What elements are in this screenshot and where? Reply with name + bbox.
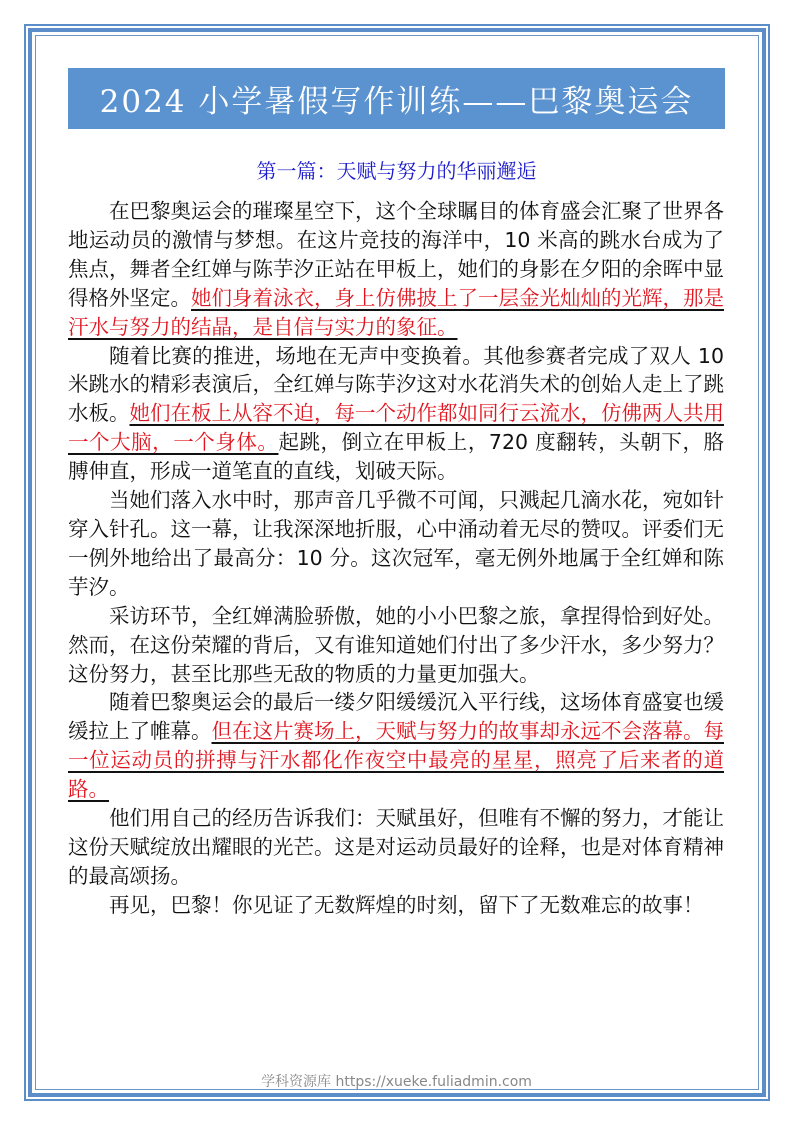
page-title-banner xyxy=(68,68,725,129)
text-segment: 采访环节，全红婵满脸骄傲，她的小小巴黎之旅，拿捏得恰到好处。然而，在这份荣耀的背后，又有谁知道她们付出了多少汗水，多少努力？这份努力，甚至比那些无敌的物质的力量更加强大。 xyxy=(68,603,724,686)
text-segment: 随着比赛的推进，场地在无声中变换着。其他参赛者完成了双人 10 米跳水的精彩表演后，全红婵与陈芋汐这对水花消失术的创始人走上了跳水板。 xyxy=(68,343,724,426)
paragraph-5 xyxy=(68,688,724,804)
footer-watermark: 学科资源库 https://xueke.fuliadmin.com xyxy=(261,1074,532,1090)
paragraph-1 xyxy=(68,197,724,342)
paragraph-2 xyxy=(68,342,724,487)
text-segment: 在巴黎奥运会的璀璨星空下，这个全球瞩目的体育盛会汇聚了世界各地运动员的激情与梦想。在这片竞技的海洋中，10 米高的跳水台成为了焦点，舞者全红婵与陈芋汐正站在甲板上，她们的身影在夕阳的余晖中显得格外坚定。 xyxy=(68,199,724,310)
page-title: 2024 小学暑假写作训练——巴黎奥运会 xyxy=(99,84,694,120)
text-segment: 当她们落入水中时，那声音几乎微不可闻，只溅起几滴水花，宛如针穿入针孔。这一幕，让我深深地折服，心中涌动着无尽的赞叹。评委们无一例外地给出了最高分：10 分。这次冠军，毫无例外地属于全红婵和陈芋汐。 xyxy=(68,488,724,599)
highlighted-sentence: 但在这片赛场上，天赋与努力的故事却永远不会落幕。每一位运动员的拼搏与汗水都化作夜空中最亮的星星，照亮了后来者的道路。 xyxy=(68,719,724,802)
paragraph-7 xyxy=(68,891,724,920)
text-segment: 他们用自己的经历告诉我们：天赋虽好，但唯有不懈的努力，才能让这份天赋绽放出耀眼的光芒。这是对运动员最好的诠释，也是对体育精神的最高颂扬。 xyxy=(68,806,724,888)
paragraph-4 xyxy=(68,602,724,689)
article-subtitle: 第一篇：天赋与努力的华丽邂逅 xyxy=(256,159,537,183)
highlighted-sentence: 她们身着泳衣，身上仿佛披上了一层金光灿灿的光辉，那是汗水与努力的结晶，是自信与实力的象征。 xyxy=(68,285,724,339)
paragraph-3 xyxy=(68,486,724,602)
paragraph-6 xyxy=(68,804,724,891)
text-segment: 再见，巴黎！你见证了无数辉煌的时刻，留下了无数难忘的故事！ xyxy=(109,892,704,917)
text-segment: 起跳，倒立在甲板上，720 度翻转，头朝下，胳膊伸直，形成一道笔直的直线，划破天际。 xyxy=(68,430,724,484)
article-body xyxy=(68,197,724,920)
text-segment: 随着巴黎奥运会的最后一缕夕阳缓缓沉入平行线，这场体育盛宴也缓缓拉上了帷幕。 xyxy=(68,690,724,744)
highlighted-sentence: 她们在板上从容不迫，每一个动作都如同行云流水，仿佛两人共用一个大脑，一个身体。 xyxy=(68,401,724,455)
